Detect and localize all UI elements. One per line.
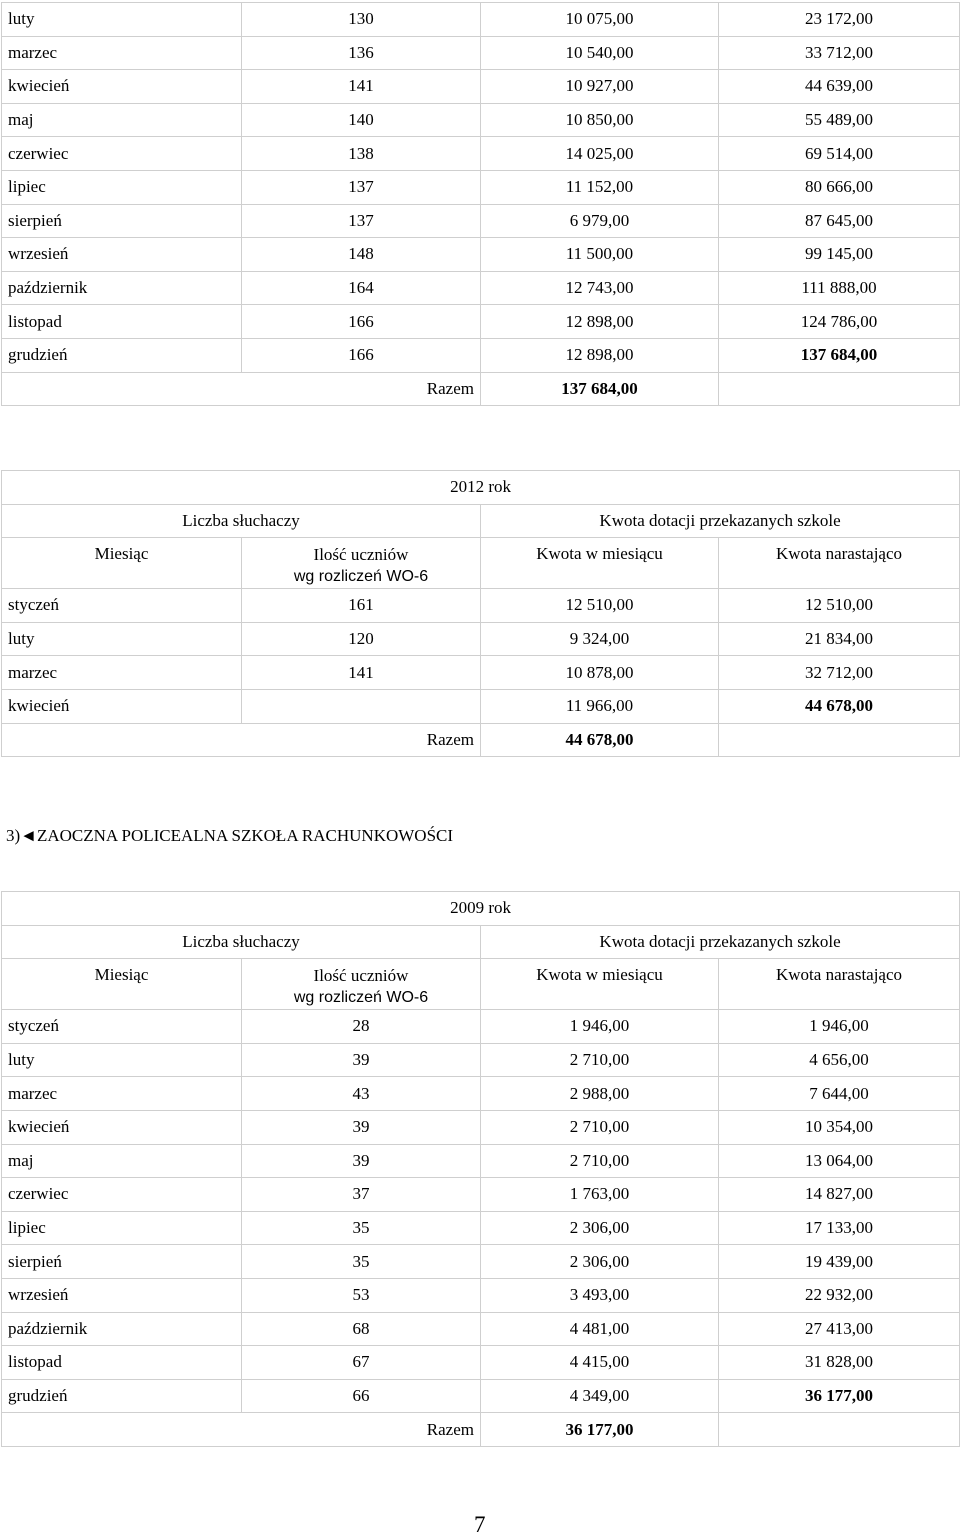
month-cell: styczeń: [2, 589, 242, 623]
student-count-column-heading: [242, 538, 481, 589]
count-cell: 148: [242, 238, 481, 272]
monthly-amount-cell: 1 946,00: [481, 1010, 719, 1044]
monthly-amount-cell: 1 763,00: [481, 1178, 719, 1212]
table-row: [2, 1178, 960, 1212]
monthly-amount-column-heading: Kwota w miesiącu: [481, 959, 719, 1010]
monthly-amount-cell: 3 493,00: [481, 1278, 719, 1312]
year-header-row: [2, 892, 960, 926]
month-cell: kwiecień: [2, 1110, 242, 1144]
count-cell: 137: [242, 170, 481, 204]
table-row: [2, 170, 960, 204]
table-row: [2, 238, 960, 272]
monthly-amount-cell: 11 500,00: [481, 238, 719, 272]
subsidy-group-heading: Kwota dotacji przekazanych szkole: [481, 504, 960, 538]
month-cell: maj: [2, 103, 242, 137]
month-cell: lipiec: [2, 170, 242, 204]
cumulative-amount-cell: 1 946,00: [719, 1010, 960, 1044]
month-cell: marzec: [2, 36, 242, 70]
cumulative-amount-cell: 23 172,00: [719, 3, 960, 37]
total-value: 137 684,00: [481, 372, 719, 406]
total-row: [2, 723, 960, 757]
cumulative-amount-cell: 21 834,00: [719, 622, 960, 656]
monthly-amount-cell: 11 966,00: [481, 689, 719, 723]
total-row: [2, 372, 960, 406]
table-row: [2, 305, 960, 339]
cumulative-amount-cell: 33 712,00: [719, 36, 960, 70]
cumulative-amount-cell: 80 666,00: [719, 170, 960, 204]
count-cell: 39: [242, 1144, 481, 1178]
monthly-amount-cell: 12 743,00: [481, 271, 719, 305]
month-column-heading: Miesiąc: [2, 959, 242, 1010]
year-heading: 2012 rok: [2, 471, 960, 505]
table-row: [2, 1077, 960, 1111]
monthly-amount-cell: 10 540,00: [481, 36, 719, 70]
cumulative-amount-cell: 69 514,00: [719, 137, 960, 171]
year-heading: 2009 rok: [2, 892, 960, 926]
count-cell: 39: [242, 1110, 481, 1144]
cumulative-amount-cell: 137 684,00: [719, 338, 960, 372]
count-cell: 35: [242, 1211, 481, 1245]
month-cell: luty: [2, 1043, 242, 1077]
month-cell: czerwiec: [2, 137, 242, 171]
cumulative-amount-cell: 10 354,00: [719, 1110, 960, 1144]
student-count-heading-subtext: wg rozliczeń WO-6: [293, 568, 429, 586]
count-cell: 130: [242, 3, 481, 37]
empty-cell: [719, 1413, 960, 1447]
month-cell: wrzesień: [2, 1278, 242, 1312]
table-row: [2, 338, 960, 372]
monthly-amount-cell: 2 988,00: [481, 1077, 719, 1111]
cumulative-amount-column-heading: Kwota narastająco: [719, 959, 960, 1010]
count-cell: 138: [242, 137, 481, 171]
month-cell: kwiecień: [2, 689, 242, 723]
monthly-amount-cell: 10 075,00: [481, 3, 719, 37]
month-cell: lipiec: [2, 1211, 242, 1245]
monthly-amount-cell: 12 898,00: [481, 305, 719, 339]
subsidy-group-heading: Kwota dotacji przekazanych szkole: [481, 925, 960, 959]
section-title: 3)◄ZAOCZNA POLICEALNA SZKOŁA RACHUNKOWOŚCI: [6, 826, 454, 845]
count-cell: 35: [242, 1245, 481, 1279]
monthly-amount-cell: 14 025,00: [481, 137, 719, 171]
total-value: 44 678,00: [481, 723, 719, 757]
empty-cell: [719, 372, 960, 406]
table-row: [2, 589, 960, 623]
count-cell: 137: [242, 204, 481, 238]
table-row: [2, 1110, 960, 1144]
cumulative-amount-cell: 17 133,00: [719, 1211, 960, 1245]
cumulative-amount-cell: 44 639,00: [719, 70, 960, 104]
year-header-row: [2, 471, 960, 505]
month-cell: czerwiec: [2, 1178, 242, 1212]
students-group-heading: Liczba słuchaczy: [2, 925, 481, 959]
table-row: [2, 656, 960, 690]
month-cell: wrzesień: [2, 238, 242, 272]
table-row: [2, 70, 960, 104]
month-cell: październik: [2, 271, 242, 305]
count-cell: 68: [242, 1312, 481, 1346]
student-count-heading-subtext: wg rozliczeń WO-6: [293, 989, 429, 1007]
cumulative-amount-cell: 99 145,00: [719, 238, 960, 272]
page-number: 7: [474, 1512, 486, 1537]
count-cell: 166: [242, 338, 481, 372]
month-cell: marzec: [2, 1077, 242, 1111]
table-row: [2, 3, 960, 37]
table-row: [2, 1211, 960, 1245]
monthly-amount-cell: 12 510,00: [481, 589, 719, 623]
count-cell: 161: [242, 589, 481, 623]
cumulative-amount-cell: 31 828,00: [719, 1346, 960, 1380]
month-cell: grudzień: [2, 338, 242, 372]
monthly-amount-cell: 2 306,00: [481, 1211, 719, 1245]
cumulative-amount-cell: 22 932,00: [719, 1278, 960, 1312]
monthly-amount-cell: 2 710,00: [481, 1043, 719, 1077]
table-row: [2, 271, 960, 305]
total-label: Razem: [2, 372, 481, 406]
count-cell: 141: [242, 70, 481, 104]
month-cell: marzec: [2, 656, 242, 690]
total-label: Razem: [2, 1413, 481, 1447]
count-cell: 120: [242, 622, 481, 656]
total-value: 36 177,00: [481, 1413, 719, 1447]
table-row: [2, 1346, 960, 1380]
cumulative-amount-cell: 87 645,00: [719, 204, 960, 238]
cumulative-amount-column-heading: Kwota narastająco: [719, 538, 960, 589]
cumulative-amount-cell: 4 656,00: [719, 1043, 960, 1077]
month-cell: luty: [2, 3, 242, 37]
month-cell: listopad: [2, 305, 242, 339]
subsidy-table-2009: [1, 891, 960, 1447]
monthly-amount-cell: 2 710,00: [481, 1110, 719, 1144]
cumulative-amount-cell: 44 678,00: [719, 689, 960, 723]
cumulative-amount-cell: 27 413,00: [719, 1312, 960, 1346]
cumulative-amount-cell: 55 489,00: [719, 103, 960, 137]
monthly-amount-cell: 10 850,00: [481, 103, 719, 137]
monthly-amount-cell: 2 710,00: [481, 1144, 719, 1178]
empty-cell: [719, 723, 960, 757]
month-column-heading: Miesiąc: [2, 538, 242, 589]
count-cell: 141: [242, 656, 481, 690]
cumulative-amount-cell: 12 510,00: [719, 589, 960, 623]
cumulative-amount-cell: 13 064,00: [719, 1144, 960, 1178]
total-row: [2, 1413, 960, 1447]
table-row: [2, 1245, 960, 1279]
subsidy-table-continued: [1, 2, 960, 406]
count-cell: 67: [242, 1346, 481, 1380]
table-row: [2, 689, 960, 723]
student-count-heading-text: Ilość uczniów: [313, 966, 409, 986]
month-cell: sierpień: [2, 204, 242, 238]
cumulative-amount-cell: 36 177,00: [719, 1379, 960, 1413]
table-row: [2, 137, 960, 171]
monthly-amount-cell: 12 898,00: [481, 338, 719, 372]
subsidy-table-2012: [1, 470, 960, 757]
count-cell: 28: [242, 1010, 481, 1044]
count-cell: 140: [242, 103, 481, 137]
monthly-amount-cell: 4 349,00: [481, 1379, 719, 1413]
month-cell: październik: [2, 1312, 242, 1346]
table-row: [2, 1379, 960, 1413]
monthly-amount-cell: 10 927,00: [481, 70, 719, 104]
monthly-amount-cell: 4 481,00: [481, 1312, 719, 1346]
students-group-heading: Liczba słuchaczy: [2, 504, 481, 538]
column-header-row: [2, 538, 960, 589]
count-cell: 66: [242, 1379, 481, 1413]
table-row: [2, 1144, 960, 1178]
total-label: Razem: [2, 723, 481, 757]
count-cell: 166: [242, 305, 481, 339]
count-cell: [242, 689, 481, 723]
cumulative-amount-cell: 124 786,00: [719, 305, 960, 339]
table-row: [2, 1312, 960, 1346]
month-cell: sierpień: [2, 1245, 242, 1279]
cumulative-amount-cell: 19 439,00: [719, 1245, 960, 1279]
cumulative-amount-cell: 32 712,00: [719, 656, 960, 690]
table-row: [2, 622, 960, 656]
count-cell: 37: [242, 1178, 481, 1212]
student-count-column-heading: [242, 959, 481, 1010]
group-header-row: [2, 504, 960, 538]
monthly-amount-cell: 11 152,00: [481, 170, 719, 204]
monthly-amount-cell: 2 306,00: [481, 1245, 719, 1279]
month-cell: maj: [2, 1144, 242, 1178]
student-count-heading-text: Ilość uczniów: [313, 545, 409, 565]
month-cell: listopad: [2, 1346, 242, 1380]
group-header-row: [2, 925, 960, 959]
monthly-amount-column-heading: Kwota w miesiącu: [481, 538, 719, 589]
table-row: [2, 1010, 960, 1044]
count-cell: 43: [242, 1077, 481, 1111]
table-row: [2, 103, 960, 137]
month-cell: styczeń: [2, 1010, 242, 1044]
cumulative-amount-cell: 7 644,00: [719, 1077, 960, 1111]
month-cell: kwiecień: [2, 70, 242, 104]
count-cell: 53: [242, 1278, 481, 1312]
monthly-amount-cell: 9 324,00: [481, 622, 719, 656]
cumulative-amount-cell: 14 827,00: [719, 1178, 960, 1212]
monthly-amount-cell: 10 878,00: [481, 656, 719, 690]
column-header-row: [2, 959, 960, 1010]
month-cell: grudzień: [2, 1379, 242, 1413]
monthly-amount-cell: 6 979,00: [481, 204, 719, 238]
monthly-amount-cell: 4 415,00: [481, 1346, 719, 1380]
table-row: [2, 1278, 960, 1312]
count-cell: 39: [242, 1043, 481, 1077]
table-row: [2, 204, 960, 238]
count-cell: 164: [242, 271, 481, 305]
count-cell: 136: [242, 36, 481, 70]
cumulative-amount-cell: 111 888,00: [719, 271, 960, 305]
table-row: [2, 36, 960, 70]
table-row: [2, 1043, 960, 1077]
month-cell: luty: [2, 622, 242, 656]
